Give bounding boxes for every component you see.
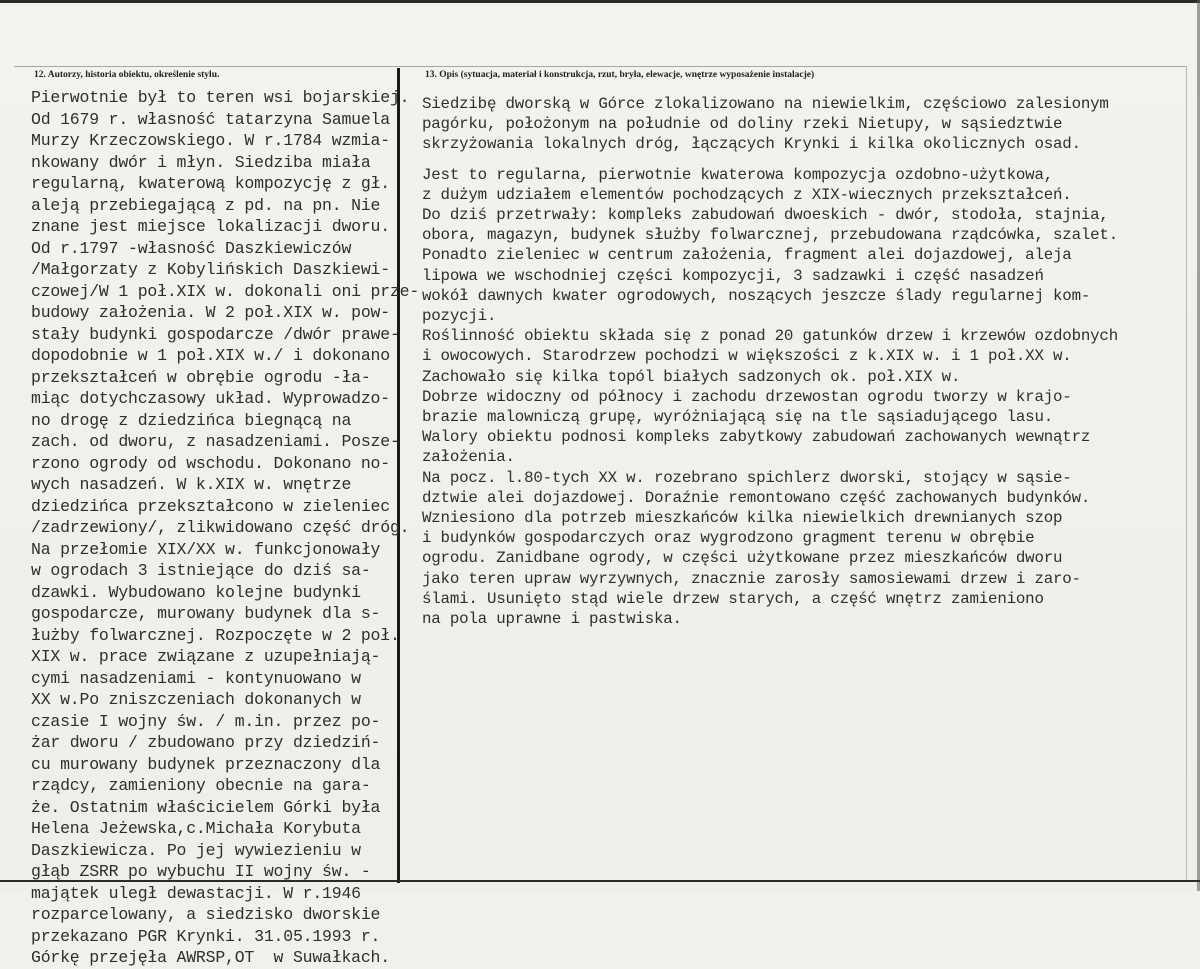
- section-12-header: 12. Autorzy, historia obiektu, określenie stylu.: [34, 70, 220, 80]
- history-text-line: wych nasadzeń. W k.XIX w. wnętrze: [31, 475, 352, 494]
- history-text-line: przekazano PGR Krynki. 31.05.1993 r.: [31, 926, 381, 946]
- description-text-line: dztwie alei dojazdowej. Doraźnie remontowano część zachowanych budynków.: [422, 488, 1091, 507]
- description-text-line: skrzyżowania lokalnych dróg, łączących Krynki i kilka okolicznych osad.: [422, 135, 1081, 154]
- history-text-line: XX w.Po zniszczeniach dokonanych w: [31, 690, 361, 709]
- right-margin-rule: [1186, 66, 1187, 881]
- history-text-line: budowy założenia. W 2 poł.XIX w. pow-: [31, 303, 390, 322]
- header-rule: [14, 66, 1186, 67]
- description-text-line: Do dziś przetrwały: kompleks zabudowań dwoeskich - dwór, stodoła, stajnia,: [422, 206, 1109, 225]
- history-text-line: czasie I wojny św. / m.in. przez po-: [31, 711, 381, 731]
- history-text-line: XIX w. prace związane z uzupełniają-: [31, 647, 381, 666]
- history-text-line: że. Ostatnim właścicielem Górki była: [31, 797, 381, 817]
- history-text-line: rządcy, zamieniony obecnie na gara-: [31, 776, 371, 795]
- description-text-line: z dużym udziałem elementów pochodzących z XIX-wiecznych przekształceń.: [422, 185, 1072, 204]
- history-text-line: cu murowany budynek przeznaczony dla: [31, 754, 381, 774]
- section-13-header: 13. Opis (sytuacja, materiał i konstrukcja, rzut, bryła, elewacje, wnętrze wyposażenie instalacje): [425, 70, 815, 80]
- history-text-line: miąc dotychczasowy układ. Wyprowadzo-: [31, 389, 390, 408]
- description-text-line: Jest to regularna, pierwotnie kwaterowa kompozycja ozdobno-użytkowa,: [422, 165, 1054, 184]
- history-text-line: Od 1679 r. własność tatarzyna Samuela: [31, 109, 390, 129]
- history-text-line: /Małgorzaty z Kobylińskich Daszkiewi-: [31, 260, 390, 279]
- description-text-line: obora, magazyn, budynek służby folwarcznej, przebudowana rządcówka, szalet.: [422, 226, 1118, 245]
- history-text-line: Pierwotnie był to teren wsi bojarskiej.: [31, 88, 410, 107]
- description-text-line: i owocowych. Starodrzew pochodzi w większości z k.XIX w. i 1 poł.XX w.: [422, 347, 1072, 366]
- history-text-line: zach. od dworu, z nasadzeniami. Posze-: [31, 432, 400, 451]
- description-text-line: wokół dawnych kwater ogrodowych, noszących jeszcze ślady regularnej kom-: [422, 286, 1091, 305]
- history-text-line: regularną, kwaterową kompozycję z gł.: [31, 174, 390, 193]
- history-text-line: czowej/W 1 poł.XIX w. dokonali oni prze-: [31, 281, 420, 301]
- description-text-line: i budynków gospodarczych oraz wygrodzono gragment terenu w obrębie: [422, 529, 1035, 548]
- history-text-line: majątek uległ dewastacji. W r.1946: [31, 883, 361, 903]
- history-text-line: Murzy Krzeczowskiego. W r.1784 wzmia-: [31, 131, 390, 150]
- history-text-line: dopodobnie w 1 poł.XIX w./ i dokonano: [31, 346, 390, 365]
- history-text-line: no drogę z dziedzińca biegnącą na: [31, 410, 352, 430]
- history-text-line: łużby folwarcznej. Rozpoczęte w 2 poł.: [31, 625, 400, 645]
- history-text-line: Daszkiewicza. Po jej wywiezieniu w: [31, 840, 361, 860]
- history-text-line: w ogrodach 3 istniejące do dziś sa-: [31, 561, 371, 580]
- description-text-line: Dobrze widoczny od północy i zachodu drzewostan ogrodu tworzy w krajo-: [422, 387, 1072, 406]
- history-text-line: znane jest miejsce lokalizacji dworu.: [31, 217, 390, 236]
- description-text-line: pagórku, położonym na południe od doliny rzeki Nietupy, w sąsiedztwie: [422, 115, 1063, 134]
- history-text-line: przekształceń w obrębie ogrodu -ła-: [31, 367, 371, 387]
- description-text-line: brazie malowniczą grupę, wyróżniającą się na tle sąsiadującego lasu.: [422, 408, 1054, 427]
- description-text-line: Wzniesiono dla potrzeb mieszkańców kilka niewielkich drewnianych szop: [422, 509, 1063, 528]
- history-text-line: cymi nasadzeniami - kontynuowano w: [31, 668, 361, 688]
- top-edge-line: [0, 0, 1200, 3]
- description-text-line: ślami. Usunięto stąd wiele drzew starych, a część wnętrz zamieniono: [422, 589, 1044, 608]
- description-text-line: Zachowało się kilka topól białych sadzonych ok. poł.XIX w.: [422, 367, 961, 386]
- history-text-line: Od r.1797 -własność Daszkiewiczów: [31, 238, 352, 258]
- description-text-line: pozycji.: [422, 307, 497, 326]
- description-text-line: ogrodu. Zanidbane ogrody, w części użytkowane przez mieszkańców dworu: [422, 549, 1063, 568]
- history-text-line: głąb ZSRR po wybuchu II wojny św. -: [31, 862, 371, 881]
- history-text-line: nkowany dwór i młyn. Siedziba miała: [31, 152, 371, 172]
- history-text-column: [31, 87, 419, 969]
- history-text-line: Helena Jeżewska,c.Michała Korybuta: [31, 819, 361, 838]
- description-text-line: jako teren upraw wyrzywnych, znacznie zarosły samosiewami drzew i zaro-: [422, 569, 1081, 588]
- history-text-line: Górkę przejęła AWRSP,OT w Suwałkach.: [31, 948, 390, 967]
- description-text-line: na pola uprawne i pastwiska.: [422, 610, 682, 629]
- history-text-line: Na przełomie XIX/XX w. funkcjonowały: [31, 539, 381, 559]
- history-text-line: stały budynki gospodarcze /dwór prawe-: [31, 324, 400, 344]
- history-text-line: żar dworu / zbudowano przy dziedziń-: [31, 733, 381, 752]
- description-text-line: Walory obiektu podnosi kompleks zabytkowy zabudowań zachowanych wewnątrz: [422, 428, 1091, 447]
- history-text-line: dzawki. Wybudowano kolejne budynki: [31, 582, 361, 602]
- history-text-line: aleją przebiegającą z pd. na pn. Nie: [31, 195, 381, 215]
- description-text-line: Ponadto zieleniec w centrum założenia, fragment alei dojazdowej, aleja: [422, 246, 1072, 265]
- description-text-column: [422, 94, 1118, 629]
- history-text-line: gospodarcze, murowany budynek dla s-: [31, 604, 381, 623]
- history-text-line: /zadrzewiony/, zlikwidowano część dróg.: [31, 518, 410, 537]
- history-text-line: dziedzińca przekształcono w zieleniec: [31, 496, 390, 516]
- history-text-line: rozparcelowany, a siedzisko dworskie: [31, 905, 381, 924]
- description-text-line: założenia.: [422, 448, 515, 467]
- description-text-line: Na pocz. l.80-tych XX w. rozebrano spichlerz dworski, stojący w sąsie-: [422, 468, 1072, 487]
- description-text-line: lipowa we wschodniej części kompozycji, 3 sadzawki i część nasadzeń: [422, 266, 1044, 285]
- description-text-line: Roślinność obiektu składa się z ponad 20 gatunków drzew i krzewów ozdobnych: [422, 327, 1118, 346]
- description-text-line: Siedzibę dworską w Górce zlokalizowano na niewielkim, częściowo zalesionym: [422, 95, 1109, 113]
- history-text-line: rzono ogrody od wschodu. Dokonano no-: [31, 453, 390, 473]
